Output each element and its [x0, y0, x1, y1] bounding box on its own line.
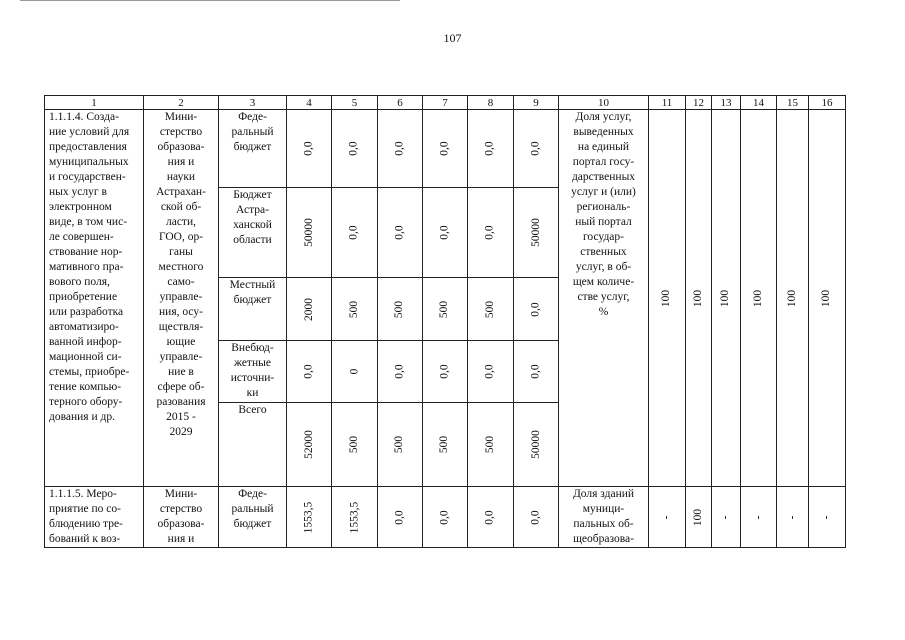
col-header-1: 1: [45, 96, 144, 110]
col-header-14: 14: [741, 96, 777, 110]
value-cell: 0,0: [423, 487, 468, 548]
value-cell: 500: [378, 403, 423, 487]
indicator-value-cell: -: [649, 487, 686, 548]
col-header-11: 11: [649, 96, 686, 110]
value-cell: 0,0: [378, 110, 423, 188]
value-cell: 1553,5: [332, 487, 378, 548]
value-cell: 0,0: [468, 110, 514, 188]
funding-source-cell: Феде- ральный бюджет: [219, 487, 287, 548]
value-cell: 0,0: [378, 341, 423, 403]
indicator-value-cell: -: [777, 487, 809, 548]
col-header-16: 16: [809, 96, 846, 110]
page-number: 107: [443, 31, 462, 45]
value-cell: 500: [423, 278, 468, 341]
col-header-4: 4: [287, 96, 332, 110]
col-header-15: 15: [777, 96, 809, 110]
value-cell: 50000: [514, 403, 559, 487]
executor-cell: Мини- стерство образова- ния и науки Астрахан- ской об- ласти, ГОО, ор- ганы местного само- управле- ния, осу- ществля- ющие управле- ние в сфере об- разования 2015 - 2029: [144, 110, 219, 487]
value-cell: 2000: [287, 278, 332, 341]
value-cell: 0,0: [378, 487, 423, 548]
col-header-6: 6: [378, 96, 423, 110]
value-cell: 50000: [514, 188, 559, 278]
value-cell: 0,0: [514, 278, 559, 341]
indicator-value-cell: 100: [712, 110, 741, 487]
indicator-value-cell: 100: [741, 110, 777, 487]
executor-cell: Мини- стерство образова- ния и: [144, 487, 219, 548]
col-header-9: 9: [514, 96, 559, 110]
value-cell: 0,0: [423, 188, 468, 278]
value-cell: 0,0: [378, 188, 423, 278]
col-header-8: 8: [468, 96, 514, 110]
funding-source-cell: Феде- ральный бюджет: [219, 110, 287, 188]
value-cell: 0: [332, 341, 378, 403]
funding-source-cell: Всего: [219, 403, 287, 487]
value-cell: 0,0: [332, 110, 378, 188]
value-cell: 0,0: [287, 341, 332, 403]
indicator-value-cell: 100: [649, 110, 686, 487]
indicator-cell: Доля услуг, выведенных на единый портал госу- дарственных услуг и (или) региональ- ный портал государ- ственных услуг, в об- щем количе- стве услуг, %: [559, 110, 649, 487]
col-header-12: 12: [686, 96, 712, 110]
col-header-5: 5: [332, 96, 378, 110]
col-header-7: 7: [423, 96, 468, 110]
value-cell: 500: [423, 403, 468, 487]
indicator-cell: Доля зданий муници- пальных об- щеобразова-: [559, 487, 649, 548]
measure-cell: 1.1.1.4. Созда- ние условий для предоставления муниципальных и государствен- ных услуг в электронном виде, в том чис- ле совершен- ствование нор- мативного пра- вового поля, приобретение или разработка автоматизиро- ванной инфор- мационной си- стемы, приобре- тение компью- терного обору- дования и др.: [45, 110, 144, 487]
indicator-value-cell: 100: [686, 110, 712, 487]
value-cell: 0,0: [332, 188, 378, 278]
value-cell: 0,0: [423, 110, 468, 188]
header-row: [45, 96, 846, 110]
value-cell: 50000: [287, 188, 332, 278]
table-row: [45, 487, 846, 548]
col-header-13: 13: [712, 96, 741, 110]
table-row: [45, 110, 846, 188]
value-cell: 0,0: [287, 110, 332, 188]
value-cell: 0,0: [514, 110, 559, 188]
value-cell: 500: [468, 403, 514, 487]
value-cell: 0,0: [514, 341, 559, 403]
indicator-value-cell: 100: [809, 110, 846, 487]
indicator-value-cell: -: [741, 487, 777, 548]
indicator-value-cell: 100: [686, 487, 712, 548]
value-cell: 1553,5: [287, 487, 332, 548]
funding-source-cell: Внебюд- жетные источни- ки: [219, 341, 287, 403]
value-cell: 0,0: [468, 341, 514, 403]
value-cell: 0,0: [423, 341, 468, 403]
value-cell: 52000: [287, 403, 332, 487]
col-header-10: 10: [559, 96, 649, 110]
value-cell: 500: [332, 403, 378, 487]
value-cell: 0,0: [468, 487, 514, 548]
value-cell: 0,0: [514, 487, 559, 548]
program-table: [44, 95, 846, 548]
value-cell: 500: [332, 278, 378, 341]
value-cell: 500: [378, 278, 423, 341]
top-rule: [20, 0, 400, 1]
col-header-2: 2: [144, 96, 219, 110]
funding-source-cell: Местный бюджет: [219, 278, 287, 341]
value-cell: 0,0: [468, 188, 514, 278]
value-cell: 500: [468, 278, 514, 341]
funding-source-cell: Бюджет Астра- ханской области: [219, 188, 287, 278]
indicator-value-cell: -: [712, 487, 741, 548]
indicator-value-cell: 100: [777, 110, 809, 487]
indicator-value-cell: -: [809, 487, 846, 548]
measure-cell: 1.1.1.5. Меро- приятие по со- блюдению тре- бований к воз-: [45, 487, 144, 548]
col-header-3: 3: [219, 96, 287, 110]
